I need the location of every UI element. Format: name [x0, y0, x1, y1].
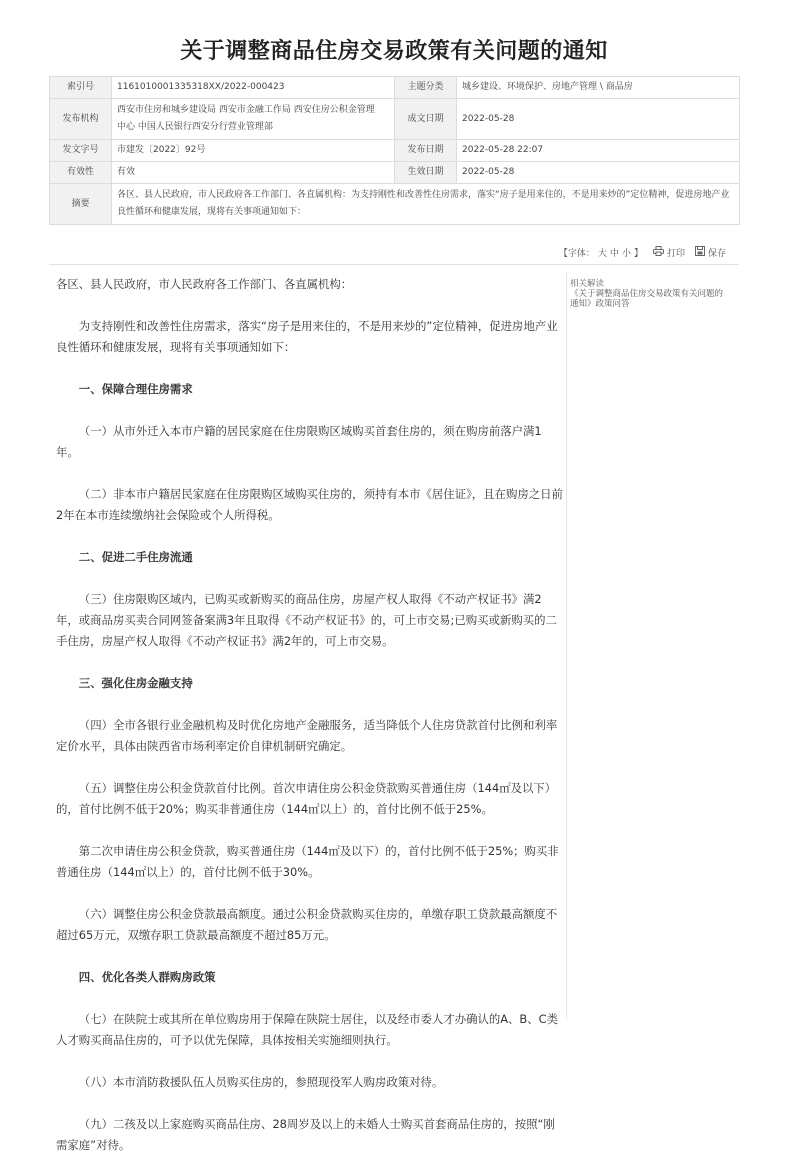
paragraph-9: （八）本市消防救援队伍人员购买住房的，参照现役军人购房政策对待。 [78, 1075, 444, 1089]
topic-label: 主题分类 [395, 77, 457, 99]
paragraph-3: （三）住房限购区域内，已购买或新购买的商品住房，房屋产权人取得《不动产权证书》满2年，或商品房买卖合同网签备案满3年且取得《不动产权证书》的，可上市交易;已购买或新购买的二手住房，房屋产权人取得《不动产权证书》满2年的，可上市交易。 [56, 592, 557, 648]
index-value: 1161010001335318XX/2022-000423 [112, 77, 395, 99]
meta-row-abstract [50, 184, 740, 225]
print-button[interactable] [653, 246, 685, 259]
section-heading-2: 二、促进二手住房流通 [78, 550, 193, 564]
salutation: 各区、县人民政府，市人民政府各工作部门、各直属机构： [56, 277, 353, 291]
printer-icon [653, 246, 664, 259]
print-label: 打印 [666, 249, 685, 259]
publish-date-value: 2022-05-28 22:07 [457, 140, 740, 162]
article-body [56, 274, 563, 1156]
font-size-selector [559, 246, 643, 259]
issuer-value-line-1: 西安市住房和城乡建设局 西安市金融工作局 西安住房公积金管理 [117, 105, 375, 115]
paragraph-7: （六）调整住房公积金贷款最高额度。通过公积金贷款购买住房的，单缴存职工贷款最高额度不超过65万元，双缴存职工贷款最高额度不超过85万元。 [56, 907, 558, 942]
effective-date-label: 生效日期 [395, 162, 457, 184]
publish-date-label: 发布日期 [395, 140, 457, 162]
sidebar-title: 相关解读 [570, 279, 605, 289]
save-icon [695, 246, 705, 259]
font-size-medium-button[interactable]: 中 [609, 249, 619, 259]
paragraph-8: （七）在陕院士或其所在单位购房用于保障在陕院士居住，以及经市委人才办确认的A、B、C类人才购买商品住房的，可予以优先保障，具体按相关实施细则执行。 [56, 1012, 558, 1047]
written-date-value: 2022-05-28 [457, 99, 740, 140]
validity-label: 有效性 [50, 162, 112, 184]
section-heading-4: 四、优化各类人群购房政策 [78, 970, 216, 984]
font-size-close-bracket: 】 [633, 249, 643, 259]
issuer-value-line-2: 中心 中国人民银行西安分行营业管理部 [117, 122, 273, 132]
meta-row-validity [50, 162, 740, 184]
related-link-line-1: 《关于调整商品住房交易政策有关问题的 [570, 289, 724, 299]
intro-paragraph: 为支持刚性和改善性住房需求，落实“房子是用来住的，不是用来炒的”定位精神，促进房地产业良性循环和健康发展，现将有关事项通知如下： [56, 319, 558, 354]
section-heading-1: 一、保障合理住房需求 [78, 382, 193, 396]
validity-value: 有效 [112, 162, 395, 184]
index-label: 索引号 [50, 77, 112, 99]
save-button[interactable] [695, 246, 726, 259]
sidebar-divider [566, 272, 567, 1019]
paragraph-6: 第二次申请住房公积金贷款，购买普通住房（144㎡及以下）的，首付比例不低于25%；购买非普通住房（144㎡以上）的，首付比例不低于30%。 [56, 844, 559, 879]
meta-row-docno [50, 140, 740, 162]
abstract-value [112, 184, 740, 225]
page-title: 关于调整商品住房交易政策有关问题的通知 [180, 39, 608, 64]
paragraph-4: （四）全市各银行业金融机构及时优化房地产金融服务，适当降低个人住房贷款首付比例和利率定价水平，具体由陕西省市场利率定价自律机制研究确定。 [56, 718, 558, 753]
effective-date-value: 2022-05-28 [457, 162, 740, 184]
section-heading-3: 三、强化住房金融支持 [78, 676, 193, 690]
save-label: 保存 [707, 249, 726, 259]
toolbar-divider [49, 264, 739, 265]
font-size-small-button[interactable]: 小 [621, 249, 631, 259]
issuer-label: 发布机构 [50, 99, 112, 140]
docno-value: 市建发〔2022〕92号 [112, 140, 395, 162]
abstract-label: 摘要 [50, 184, 112, 225]
article-toolbar [559, 246, 726, 259]
document-meta-table [49, 76, 740, 225]
meta-row-index [50, 77, 740, 99]
topic-value: 城乡建设、环境保护、房地产管理 \ 商品房 [457, 77, 740, 99]
issuer-value [112, 99, 395, 140]
paragraph-10: （九）二孩及以上家庭购买商品住房、28周岁及以上的未婚人士购买首套商品住房的，按照“刚需家庭”对待。 [56, 1117, 555, 1152]
related-link-line-2: 通知》政策问答 [570, 299, 630, 309]
abstract-line-1: 各区、县人民政府，市人民政府各工作部门、各直属机构：为支持刚性和改善性住房需求，落实“房子是用来住的，不是用来炒的”定位精神，促进房地产业 [117, 190, 730, 200]
related-interpretation-link[interactable] [570, 289, 740, 309]
paragraph-2: （二）非本市户籍居民家庭在住房限购区域购买住房的，须持有本市《居住证》，且在购房之日前2年在本市连续缴纳社会保险或个人所得税。 [56, 487, 563, 522]
font-size-label: 【字体： [558, 249, 595, 259]
written-date-label: 成文日期 [395, 99, 457, 140]
meta-row-issuer [50, 99, 740, 140]
abstract-line-2: 良性循环和健康发展，现将有关事项通知如下： [117, 207, 307, 217]
related-interpretation-sidebar [570, 279, 740, 309]
font-size-large-button[interactable]: 大 [597, 249, 607, 259]
paragraph-5: （五）调整住房公积金贷款首付比例。首次申请住房公积金贷款购买普通住房（144㎡及以下）的，首付比例不低于20%；购买非普通住房（144㎡以上）的，首付比例不低于25%。 [56, 781, 557, 816]
docno-label: 发文字号 [50, 140, 112, 162]
paragraph-1: （一）从市外迁入本市户籍的居民家庭在住房限购区域购买首套住房的，须在购房前落户满1年。 [56, 424, 542, 459]
